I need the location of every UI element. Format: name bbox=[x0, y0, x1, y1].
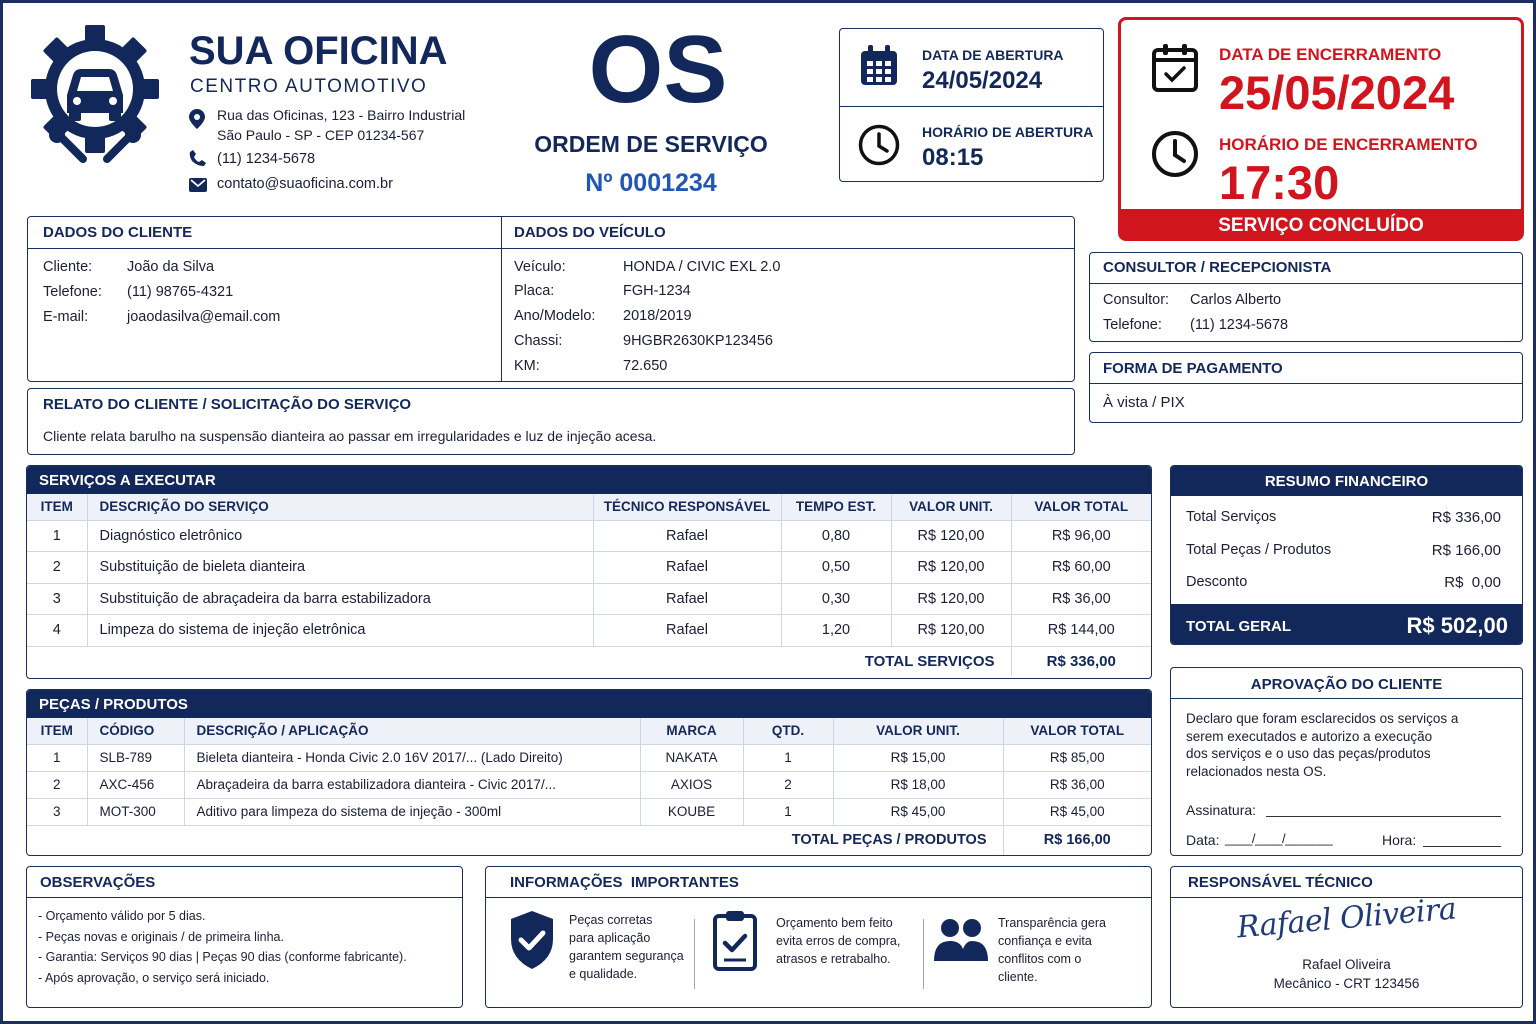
important-line: Transparência gera bbox=[998, 916, 1106, 930]
important-line: evita erros de compra, bbox=[776, 934, 901, 948]
table-row bbox=[27, 583, 1151, 615]
client-report-title: RELATO DO CLIENTE / SOLICITAÇÃO DO SERVIÇO bbox=[43, 396, 412, 413]
technician-signature: Rafael Oliveira bbox=[1235, 891, 1458, 946]
important-item-1 bbox=[569, 911, 684, 983]
service-total-value: R$ 96,00 bbox=[1011, 520, 1151, 552]
financial-services-label: Total Serviços bbox=[1186, 509, 1277, 525]
address-line-2: São Paulo - SP - CEP 01234-567 bbox=[217, 127, 425, 143]
location-pin-icon bbox=[189, 109, 205, 129]
part-code: AXC-456 bbox=[87, 771, 184, 798]
client-section-title: DADOS DO CLIENTE bbox=[43, 224, 193, 241]
closing-date-value: 25/05/2024 bbox=[1219, 66, 1455, 119]
date-field[interactable]: ____/____/_______ bbox=[1225, 831, 1333, 846]
service-technician: Rafael bbox=[593, 520, 781, 552]
table-row bbox=[27, 798, 1151, 825]
shield-check-icon bbox=[509, 909, 555, 971]
part-qty: 2 bbox=[743, 771, 833, 798]
important-item-2 bbox=[776, 914, 900, 968]
technician-name: Rafael Oliveira bbox=[1302, 957, 1391, 972]
service-time: 0,50 bbox=[781, 552, 891, 584]
consultant-name: Carlos Alberto bbox=[1190, 292, 1282, 308]
table-row bbox=[27, 552, 1151, 584]
status-badge: SERVIÇO CONCLUÍDO bbox=[1218, 215, 1424, 236]
col-header-brand: MARCA bbox=[640, 718, 743, 744]
table-row bbox=[27, 771, 1151, 798]
part-item: 1 bbox=[27, 744, 87, 771]
vehicle-section-title: DADOS DO VEÍCULO bbox=[514, 224, 666, 241]
part-qty: 1 bbox=[743, 798, 833, 825]
part-total-value: R$ 45,00 bbox=[1003, 798, 1151, 825]
important-item-3 bbox=[998, 914, 1106, 986]
calendar-icon bbox=[859, 45, 899, 87]
gear-car-logo-icon bbox=[31, 25, 159, 167]
financial-parts-value: R$ 166,00 bbox=[1431, 542, 1501, 559]
important-line: e qualidade. bbox=[569, 967, 638, 981]
important-line: Peças corretas bbox=[569, 913, 653, 927]
col-header-time: TEMPO EST. bbox=[781, 494, 891, 520]
important-line: conflitos com o bbox=[998, 952, 1082, 966]
client-email-label: E-mail: bbox=[43, 309, 89, 325]
services-total-value: R$ 336,00 bbox=[1011, 646, 1151, 676]
consultant-phone-label: Telefone: bbox=[1103, 317, 1162, 333]
consultant-phone: (11) 1234-5678 bbox=[1190, 317, 1289, 333]
observations-list bbox=[38, 906, 407, 989]
signature-field[interactable] bbox=[1266, 816, 1501, 817]
list-item: - Garantia: Serviços 90 dias | Peças 90 dias (conforme fabricante). bbox=[38, 950, 407, 965]
approval-text bbox=[1186, 710, 1458, 780]
address-line-1: Rua das Oficinas, 123 - Bairro Industrial bbox=[217, 107, 466, 123]
time-field[interactable] bbox=[1423, 846, 1501, 847]
year-label: Ano/Modelo: bbox=[514, 308, 596, 324]
opening-date-label: DATA DE ABERTURA bbox=[922, 47, 1064, 63]
services-title: SERVIÇOS A EXECUTAR bbox=[27, 466, 1151, 494]
phone-icon bbox=[189, 149, 207, 167]
important-line: Orçamento bem feito bbox=[776, 916, 893, 930]
closing-time-value: 17:30 bbox=[1219, 156, 1340, 209]
col-header-qty: QTD. bbox=[743, 718, 833, 744]
service-item: 4 bbox=[27, 615, 87, 647]
payment-title: FORMA DE PAGAMENTO bbox=[1103, 360, 1283, 377]
company-name: SUA OFICINA bbox=[189, 29, 448, 73]
part-qty: 1 bbox=[743, 744, 833, 771]
part-unit-value: R$ 15,00 bbox=[833, 744, 1003, 771]
plate-value: FGH-1234 bbox=[623, 283, 691, 299]
service-technician: Rafael bbox=[593, 583, 781, 615]
approval-line: relacionados nesta OS. bbox=[1186, 763, 1327, 779]
service-time: 0,30 bbox=[781, 583, 891, 615]
payment-value: À vista / PIX bbox=[1103, 394, 1185, 411]
km-value: 72.650 bbox=[623, 358, 668, 374]
opening-date-value: 24/05/2024 bbox=[922, 67, 1043, 94]
service-description: Limpeza do sistema de injeção eletrônica bbox=[87, 615, 593, 647]
part-brand: AXIOS bbox=[640, 771, 743, 798]
client-phone: (11) 98765-4321 bbox=[127, 284, 234, 300]
service-item: 1 bbox=[27, 520, 87, 552]
grand-total-value: R$ 502,00 bbox=[1406, 613, 1508, 638]
services-total-row bbox=[27, 646, 1151, 676]
part-description: Bieleta dianteira - Honda Civic 2.0 16V 2017/... (Lado Direito) bbox=[184, 744, 640, 771]
col-header-item: ITEM bbox=[27, 718, 87, 744]
date-label: Data: bbox=[1186, 832, 1220, 848]
col-header-technician: TÉCNICO RESPONSÁVEL bbox=[593, 494, 781, 520]
company-email: contato@suaoficina.com.br bbox=[217, 176, 393, 192]
col-header-unit-value: VALOR UNIT. bbox=[833, 718, 1003, 744]
clipboard-check-icon bbox=[712, 909, 758, 971]
part-description: Aditivo para limpeza do sistema de injeção - 300ml bbox=[184, 798, 640, 825]
services-total-label: TOTAL SERVIÇOS bbox=[27, 646, 1011, 676]
services-table bbox=[27, 494, 1151, 676]
km-label: KM: bbox=[514, 358, 540, 374]
vehicle-value: HONDA / CIVIC EXL 2.0 bbox=[623, 259, 781, 275]
list-item: - Após aprovação, o serviço será iniciado. bbox=[38, 971, 270, 986]
important-info-title: INFORMAÇÕES IMPORTANTES bbox=[510, 874, 739, 891]
client-name: João da Silva bbox=[127, 259, 215, 275]
part-brand: NAKATA bbox=[640, 744, 743, 771]
approval-line: Declaro que foram esclarecidos os serviços a bbox=[1186, 711, 1459, 726]
service-total-value: R$ 144,00 bbox=[1011, 615, 1151, 647]
consultant-name-label: Consultor: bbox=[1103, 292, 1170, 308]
service-unit-value: R$ 120,00 bbox=[891, 520, 1011, 552]
calendar-check-icon bbox=[1151, 43, 1199, 93]
service-total-value: R$ 60,00 bbox=[1011, 552, 1151, 584]
financial-discount-label: Desconto bbox=[1186, 574, 1248, 590]
service-unit-value: R$ 120,00 bbox=[891, 615, 1011, 647]
col-header-description: DESCRIÇÃO DO SERVIÇO bbox=[87, 494, 593, 520]
financial-discount-value: R$ 0,00 bbox=[1444, 574, 1501, 591]
service-time: 1,20 bbox=[781, 615, 891, 647]
important-line: cliente. bbox=[998, 970, 1038, 984]
client-report-text: Cliente relata barulho na suspensão dianteira ao passar em irregularidades e luz de injeção acesa. bbox=[43, 428, 657, 444]
service-description: Substituição de abraçadeira da barra estabilizadora bbox=[87, 583, 593, 615]
service-item: 3 bbox=[27, 583, 87, 615]
time-label: Hora: bbox=[1382, 832, 1417, 848]
observations-title: OBSERVAÇÕES bbox=[40, 874, 156, 891]
closing-time-label: HORÁRIO DE ENCERRAMENTO bbox=[1219, 135, 1478, 154]
service-unit-value: R$ 120,00 bbox=[891, 552, 1011, 584]
col-header-code: CÓDIGO bbox=[87, 718, 184, 744]
clock-icon bbox=[1150, 129, 1200, 179]
client-name-label: Cliente: bbox=[43, 259, 93, 275]
important-line: para aplicação bbox=[569, 931, 651, 945]
approval-line: serem executados e autorizo a execução bbox=[1186, 728, 1433, 744]
parts-total-label: TOTAL PEÇAS / PRODUTOS bbox=[27, 825, 1003, 855]
technician-title: RESPONSÁVEL TÉCNICO bbox=[1188, 874, 1373, 891]
col-header-description: DESCRIÇÃO / APLICAÇÃO bbox=[184, 718, 640, 744]
list-item: - Peças novas e originais / de primeira linha. bbox=[38, 929, 284, 944]
part-item: 3 bbox=[27, 798, 87, 825]
parts-table bbox=[27, 718, 1151, 855]
financial-title: RESUMO FINANCEIRO bbox=[1171, 466, 1522, 496]
part-total-value: R$ 36,00 bbox=[1003, 771, 1151, 798]
service-item: 2 bbox=[27, 552, 87, 584]
service-total-value: R$ 36,00 bbox=[1011, 583, 1151, 615]
parts-total-row bbox=[27, 825, 1151, 855]
company-phone: (11) 1234-5678 bbox=[217, 151, 316, 167]
part-description: Abraçadeira da barra estabilizadora dianteira - Civic 2017/... bbox=[184, 771, 640, 798]
col-header-total-value: VALOR TOTAL bbox=[1011, 494, 1151, 520]
financial-parts-label: Total Peças / Produtos bbox=[1186, 542, 1332, 558]
part-item: 2 bbox=[27, 771, 87, 798]
chassis-label: Chassi: bbox=[514, 333, 563, 349]
year-value: 2018/2019 bbox=[623, 308, 692, 324]
approval-title: APROVAÇÃO DO CLIENTE bbox=[1250, 676, 1443, 693]
parts-total-value: R$ 166,00 bbox=[1003, 825, 1151, 855]
email-icon bbox=[189, 178, 207, 192]
col-header-total-value: VALOR TOTAL bbox=[1003, 718, 1151, 744]
signature-label: Assinatura: bbox=[1186, 802, 1257, 818]
client-phone-label: Telefone: bbox=[43, 284, 102, 300]
plate-label: Placa: bbox=[514, 283, 555, 299]
col-header-unit-value: VALOR UNIT. bbox=[891, 494, 1011, 520]
os-title: ORDEM DE SERVIÇO bbox=[534, 131, 768, 157]
service-description: Substituição de bieleta dianteira bbox=[87, 552, 593, 584]
client-email: joaodasilva@email.com bbox=[127, 309, 281, 325]
parts-title: PEÇAS / PRODUTOS bbox=[27, 690, 1151, 718]
part-code: MOT-300 bbox=[87, 798, 184, 825]
chassis-value: 9HGBR2630KP123456 bbox=[623, 333, 773, 349]
part-code: SLB-789 bbox=[87, 744, 184, 771]
important-line: atrasos e retrabalho. bbox=[776, 952, 891, 966]
table-row bbox=[27, 615, 1151, 647]
parts-section bbox=[26, 689, 1152, 856]
part-total-value: R$ 85,00 bbox=[1003, 744, 1151, 771]
opening-time-value: 08:15 bbox=[922, 144, 984, 171]
vehicle-label: Veículo: bbox=[514, 259, 566, 275]
important-line: confiança e evita bbox=[998, 934, 1092, 948]
company-subtitle: CENTRO AUTOMOTIVO bbox=[190, 76, 428, 97]
service-technician: Rafael bbox=[593, 615, 781, 647]
closing-date-label: DATA DE ENCERRAMENTO bbox=[1219, 45, 1442, 64]
consultant-title: CONSULTOR / RECEPCIONISTA bbox=[1103, 259, 1332, 276]
service-description: Diagnóstico eletrônico bbox=[87, 520, 593, 552]
service-technician: Rafael bbox=[593, 552, 781, 584]
part-unit-value: R$ 45,00 bbox=[833, 798, 1003, 825]
clock-icon bbox=[857, 123, 901, 167]
financial-services-value: R$ 336,00 bbox=[1431, 509, 1501, 526]
part-unit-value: R$ 18,00 bbox=[833, 771, 1003, 798]
service-time: 0,80 bbox=[781, 520, 891, 552]
os-number: Nº 0001234 bbox=[585, 169, 717, 197]
part-brand: KOUBE bbox=[640, 798, 743, 825]
list-item: - Orçamento válido por 5 dias. bbox=[38, 909, 206, 923]
approval-line: dos serviços e o uso das peças/produtos bbox=[1186, 746, 1431, 761]
col-header-item: ITEM bbox=[27, 494, 87, 520]
important-line: garantem segurança bbox=[569, 949, 684, 963]
people-icon bbox=[933, 917, 989, 963]
table-row bbox=[27, 744, 1151, 771]
grand-total-label: TOTAL GERAL bbox=[1186, 618, 1291, 635]
service-unit-value: R$ 120,00 bbox=[891, 583, 1011, 615]
opening-time-label: HORÁRIO DE ABERTURA bbox=[922, 124, 1094, 140]
technician-role: Mecânico - CRT 123456 bbox=[1273, 976, 1420, 991]
table-row bbox=[27, 520, 1151, 552]
os-big-title: OS bbox=[588, 16, 728, 123]
services-section bbox=[26, 465, 1152, 679]
